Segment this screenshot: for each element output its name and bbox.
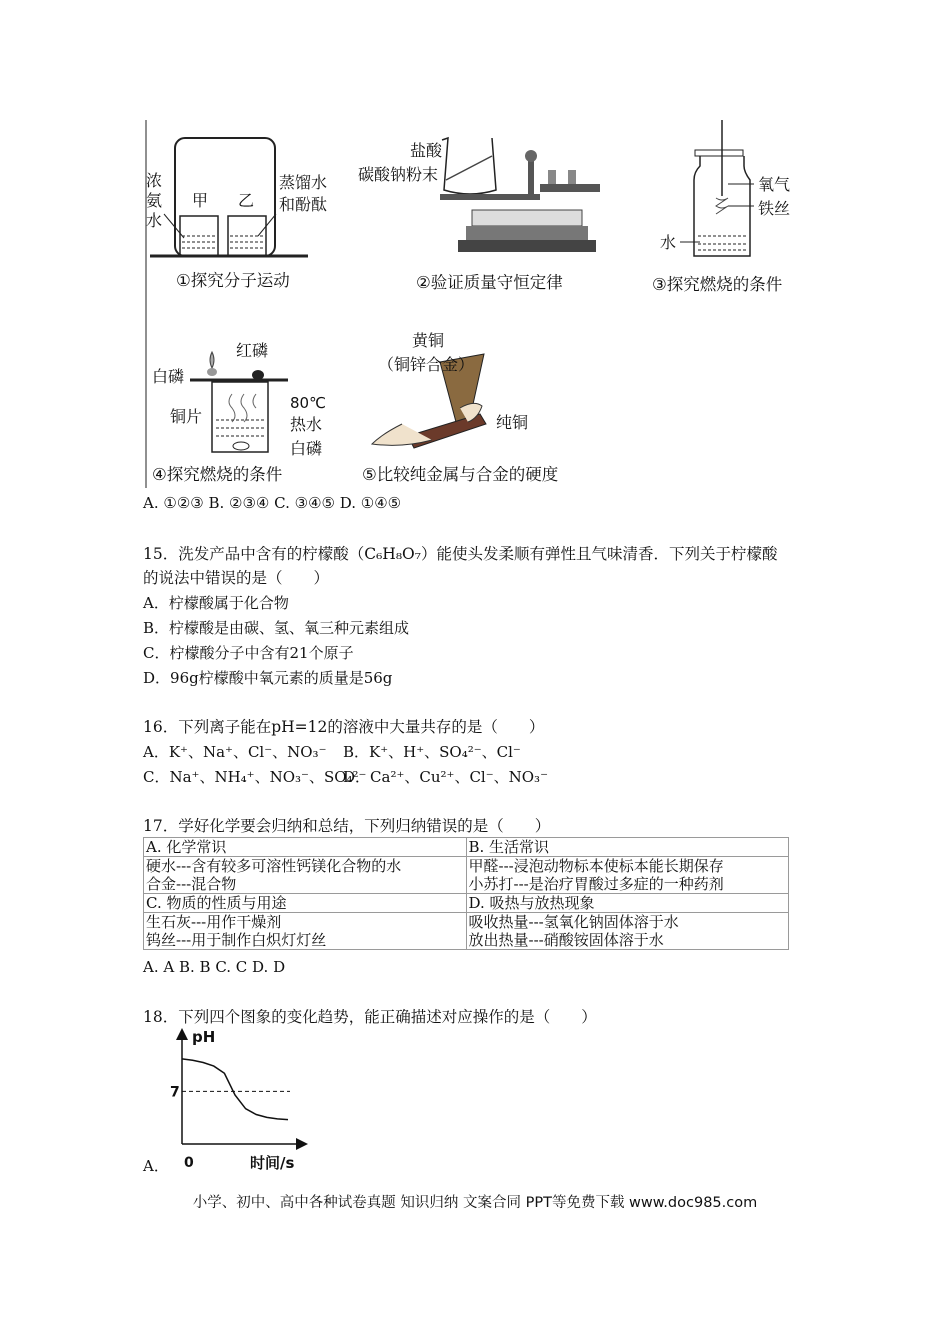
- fig4-label: 红磷: [236, 341, 269, 360]
- q15-option-a: A．柠檬酸属于化合物: [143, 594, 289, 612]
- fig1-label: 蒸馏水: [279, 173, 328, 192]
- fig5-label: （铜锌合金）: [378, 355, 475, 374]
- q18-stem: 18．下列四个图象的变化趋势，能正确描述对应操作的是（ ）: [143, 1008, 597, 1026]
- origin-label: 0: [184, 1155, 194, 1171]
- fig3-label: 铁丝: [758, 199, 791, 218]
- fig1-label: 氨: [146, 191, 163, 210]
- q15-stem-line2: 的说法中错误的是（ ）: [143, 569, 330, 587]
- q17-knowledge-table: [143, 837, 789, 950]
- q17-cell-c-title: C. 物质的性质与用途: [144, 894, 467, 913]
- q15-stem-line1: 15．洗发产品中含有的柠檬酸（C₆H₈O₇）能使头发柔顺有弹性且气味清香．下列关于柠檬酸: [143, 545, 778, 563]
- fig5-label: 纯铜: [496, 413, 529, 432]
- fig4-label: 白磷: [290, 439, 323, 458]
- q17-cell-b-body: 甲醛---浸泡动物标本使标本能长期保存 小苏打---是治疗胃酸过多症的一种药剂: [466, 857, 789, 894]
- q16-option-d: D．Ca²⁺、Cu²⁺、Cl⁻、NO₃⁻: [343, 768, 548, 786]
- fig1-caption: ①探究分子运动: [176, 271, 290, 290]
- fig1-label: 甲: [192, 191, 209, 210]
- y-axis-label: pH: [192, 1028, 216, 1046]
- fig3-caption: ③探究燃烧的条件: [652, 275, 783, 294]
- q15-option-d: D．96g柠檬酸中氧元素的质量是56g: [143, 669, 393, 687]
- q17-cell-c-body: 生石灰---用作干燥剂 钨丝---用于制作白炽灯灯丝: [144, 913, 467, 950]
- figure-5-hardness: [362, 331, 558, 484]
- q17-cell-a-title: A. 化学常识: [144, 838, 467, 857]
- fig4-label: 80℃: [290, 394, 326, 412]
- ph-series-line: [182, 1059, 288, 1120]
- q16-stem: 16．下列离子能在pH=12的溶液中大量共存的是（ ）: [143, 718, 545, 736]
- figure-4-combustion: [152, 341, 326, 484]
- q17-cell-d-title: D. 吸热与放热现象: [466, 894, 789, 913]
- q15-option-b: B．柠檬酸是由碳、氢、氧三种元素组成: [143, 619, 410, 637]
- fig4-label: 白磷: [152, 367, 185, 386]
- fig1-label: 和酚酞: [279, 195, 328, 214]
- q16-option-a: A．K⁺、Na⁺、Cl⁻、NO₃⁻: [143, 743, 327, 761]
- fig3-label: 水: [660, 233, 677, 252]
- fig4-label: 热水: [290, 415, 323, 434]
- q17-options: A. A B. B C. C D. D: [143, 958, 286, 976]
- q17-cell-a-body: 硬水---含有较多可溶性钙镁化合物的水 合金---混合物: [144, 857, 467, 894]
- fig3-label: 氧气: [758, 175, 791, 194]
- experiment-figures: [140, 118, 820, 518]
- page-footer: 小学、初中、高中各种试卷真题 知识归纳 文案合同 PPT等免费下载 www.doc985.com: [192, 1195, 758, 1211]
- q18-option-a-label: A．: [143, 1157, 169, 1175]
- figure-1-molecular-motion: [146, 138, 327, 290]
- q17-stem: 17．学好化学要会归纳和总结，下列归纳错误的是（ ）: [143, 817, 551, 835]
- fig4-label: 铜片: [170, 407, 203, 426]
- fig1-label: 浓: [146, 171, 163, 190]
- q16-option-c: C．Na⁺、NH₄⁺、NO₃⁻、SO₄²⁻: [143, 768, 367, 786]
- fig5-caption: ⑤比较纯金属与合金的硬度: [362, 465, 559, 484]
- q15-option-c: C．柠檬酸分子中含有21个原子: [143, 644, 354, 662]
- q16-option-b: B．K⁺、H⁺、SO₄²⁻、Cl⁻: [343, 743, 521, 761]
- fig4-caption: ④探究燃烧的条件: [152, 465, 283, 484]
- q17-cell-d-body: 吸收热量---氢氧化钠固体溶于水 放出热量---硝酸铵固体溶于水: [466, 913, 789, 950]
- fig2-label: 盐酸: [410, 141, 443, 160]
- figure-3-combustion: [652, 120, 790, 294]
- ph-chart: [160, 1024, 310, 1174]
- reference-label: 7: [170, 1084, 180, 1101]
- fig2-caption: ②验证质量守恒定律: [416, 273, 563, 292]
- q14-options: A. ①②③ B. ②③④ C. ③④⑤ D. ①④⑤: [143, 494, 402, 512]
- fig5-label: 黄铜: [412, 331, 445, 350]
- fig1-label: 乙: [238, 191, 255, 210]
- fig1-label: 水: [146, 211, 163, 230]
- figure-2-mass-conservation: [358, 138, 600, 292]
- q17-cell-b-title: B. 生活常识: [466, 838, 789, 857]
- fig2-label: 碳酸钠粉末: [358, 165, 439, 184]
- x-axis-label: 时间/s: [250, 1154, 295, 1172]
